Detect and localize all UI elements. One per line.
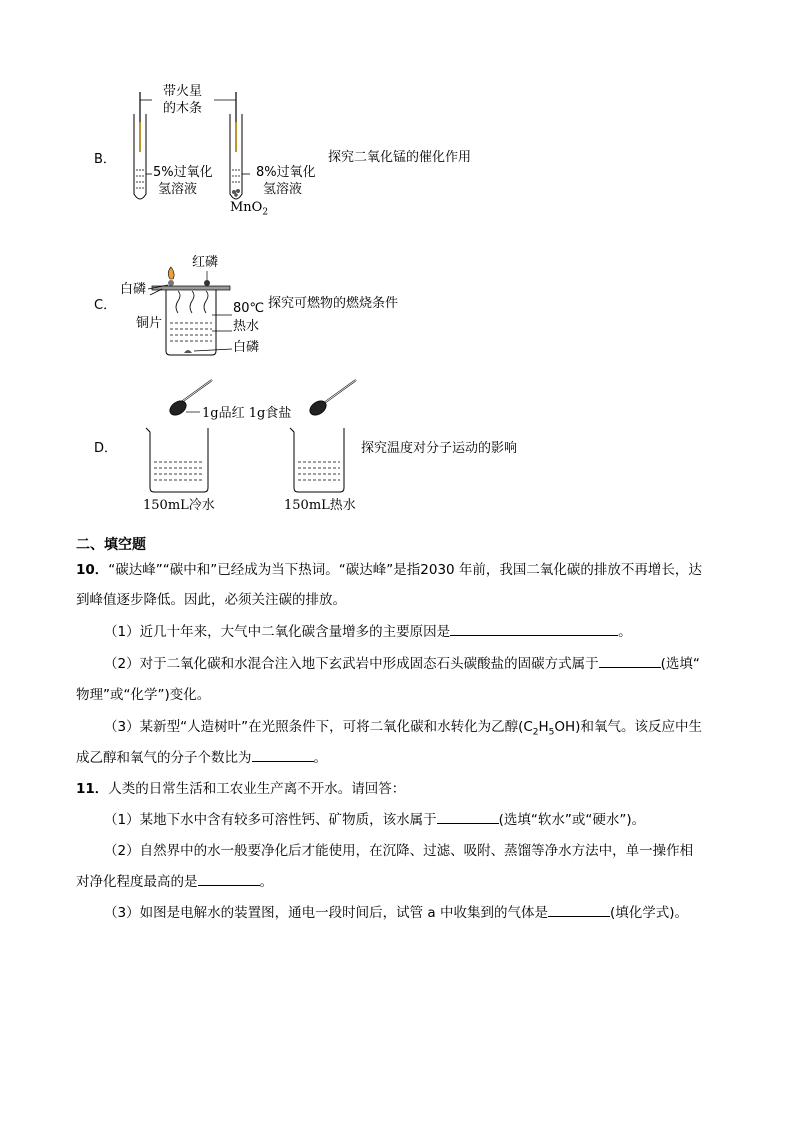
option-b-letter: B． — [94, 152, 116, 167]
hot-water-label: 热水 — [233, 319, 260, 334]
q10-part1: （1）近几十年来，大气中二氧化碳含量增多的主要原因是 。 — [104, 617, 632, 647]
combustion-experiment-figure — [140, 265, 240, 360]
q11-answer-blank-3[interactable] — [548, 902, 610, 917]
q10-part2-line2: 物理”或“化学”)变化。 — [76, 687, 211, 703]
q11-answer-blank-1[interactable] — [437, 809, 499, 824]
hot-water-beaker-label: 150mL热水 — [284, 498, 356, 513]
q10-stem-line2: 到峰值逐步降低。因此，必须关注碳的排放。 — [76, 592, 346, 608]
q10-part2: （2）对于二氧化碳和水混合注入地下玄武岩中形成固态石头碳酸盐的固碳方式属于 (选填“ — [104, 649, 700, 679]
tube1-label-2: 氢溶液 — [158, 182, 198, 197]
option-b-description: 探究二氧化锰的催化作用 — [328, 150, 472, 165]
option-c-description: 探究可燃物的燃烧条件 — [268, 296, 399, 311]
white-phosphorus-bottom-label: 白磷 — [233, 340, 260, 355]
option-d-description: 探究温度对分子运动的影响 — [361, 441, 518, 456]
molecular-motion-figure — [140, 378, 360, 496]
q11-part3: （3）如图是电解水的装置图，通电一段时间后，试管 a 中收集到的气体是 (填化学式)。 — [104, 898, 688, 928]
q10-part3-line2: 成乙醇和氧气的分子个数比为 。 — [76, 743, 327, 773]
cold-water-beaker-label: 150mL冷水 — [143, 498, 215, 513]
option-d-letter: D． — [94, 441, 118, 456]
tube1-label: 5%过氧化 — [153, 165, 213, 180]
tube2-label: 8%过氧化 — [256, 165, 316, 180]
q10-answer-blank-1[interactable] — [450, 621, 618, 636]
q11-part2-line2: 对净化程度最高的是 。 — [76, 867, 273, 897]
temperature-label: 80℃ — [233, 301, 265, 316]
burning-stick-label-2: 的木条 — [163, 101, 203, 116]
q11-part2: （2）自然界中的水一般要净化后才能使用，在沉降、过滤、吸附、蒸馏等净水方法中，单一操作相 — [104, 843, 694, 859]
mno2-label: MnO$_2$ — [230, 200, 269, 218]
spoon-label: 1g品红 1g食盐 — [202, 406, 292, 421]
tube2-label-2: 氢溶液 — [263, 182, 303, 197]
catalyst-experiment-figure — [118, 82, 358, 217]
q10-stem-line1: 10．“碳达峰”“碳中和”已经成为当下热词。“碳达峰”是指2030 年前，我国二氧化碳的排放不再增长，达 — [76, 562, 702, 578]
section-title: 二、填空题 — [76, 537, 146, 553]
q10-part3: （3）某新型“人造树叶”在光照条件下，可将二氧化碳和水转化为乙醇$(C_2H_5OH)$和氧气。该反应中生 — [104, 719, 702, 738]
white-phosphorus-top-label: 白磷 — [120, 282, 147, 297]
copper-plate-label: 铜片 — [136, 316, 163, 331]
q11-part1: （1）某地下水中含有较多可溶性钙、矿物质，该水属于 (选填“软水”或“硬水”)。 — [104, 805, 645, 835]
q11-answer-blank-2[interactable] — [198, 871, 260, 886]
option-c-letter: C． — [94, 298, 117, 313]
q10-answer-blank-3[interactable] — [252, 747, 314, 762]
burning-stick-label: 带火星 — [163, 84, 203, 99]
q11-stem: 11．人类的日常生活和工农业生产离不开水。请回答： — [76, 781, 406, 797]
q10-answer-blank-2[interactable] — [599, 653, 661, 668]
red-phosphorus-label: 红磷 — [192, 255, 219, 270]
